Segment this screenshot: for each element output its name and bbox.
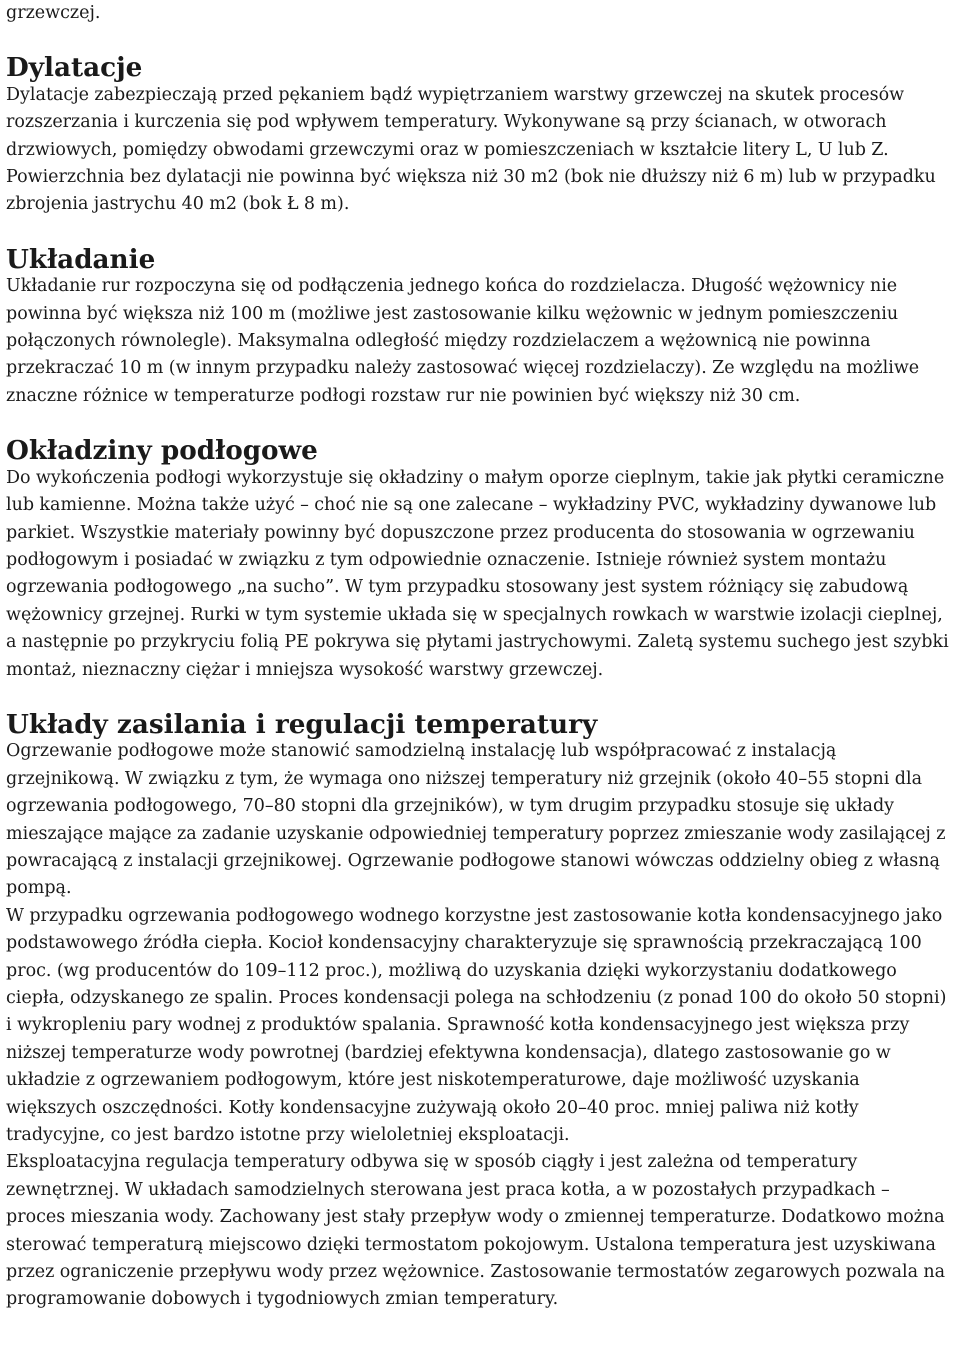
paragraph: Do wykończenia podłogi wykorzystuje się okładziny o małym oporze cieplnym, takie jak płytki ceramiczne lub kamienne. Można także użyć – choć nie są one zalecane – wykładziny PVC, wykładziny dywanowe lub parkiet. Wszystkie materiały powinny być dopuszczone przez producenta do stosowania w ogrzewaniu podłogowym i posiadać w związku z tym odpowiednie oznaczenie. Istnieje również system montażu ogrzewania podłogowego „na sucho”. W tym przypadku stosowany jest system różniący się zabudową wężownicy grzejnej. Rurki w tym systemie układa się w specjalnych rowkach w warstwie izolacji cieplnej, a następnie po przykryciu folią PE pokrywa się płytami jastrychowymi. Zaletą systemu suchego jest szybki montaż, nieznaczny ciężar i mniejsza wysokość warstwy grzewczej. [6, 467, 949, 680]
paragraph: Dylatacje zabezpieczają przed pękaniem bądź wypiętrzaniem warstwy grzewczej na skutek procesów rozszerzania i kurczenia się pod wpływem temperatury. Wykonywane są przy ścianach, w otworach drzwiowych, pomiędzy obwodami grzewczymi oraz w pomieszczeniach w kształcie litery L, U lub Z. Powierzchnia bez dylatacji nie powinna być większa niż 30 m2 (bok nie dłuższy niż 6 m) lub w przypadku zbrojenia jastrychu 40 m2 (bok Ł 8 m). [6, 84, 936, 215]
section-heading: Dylatacje [6, 52, 143, 84]
section-gap [6, 410, 954, 437]
section-heading: Układanie [6, 243, 156, 275]
paragraph: Układanie rur rozpoczyna się od podłączenia jednego końca do rozdzielacza. Długość wężownicy nie powinna być większa niż 100 m (możliwe jest zastosowanie kilku wężownic w jednym pomieszczeniu połączonych równolegle). Maksymalna odległość między rozdzielaczem a wężownicą nie powinna przekraczać 10 m (w innym przypadku należy zastosować więcej rozdzielaczy). Ze względu na możliwe znaczne różnice w temperaturze podłogi rozstaw rur nie powinien być większy niż 30 cm. [6, 276, 920, 406]
section-okladziny-podlogowe [6, 437, 954, 684]
section-ukladanie [6, 243, 954, 410]
section-uklady-zasilania [6, 708, 954, 1314]
paragraph: W przypadku ogrzewania podłogowego wodnego korzystne jest zastosowanie kotła kondensacyjnego jako podstawowego źródła ciepła. Kocioł kondensacyjny charakteryzuje się sprawnością przekraczającą 100 proc. (wg producentów do 109–112 proc.), możliwą do uzyskania dzięki wykorzystaniu dodatkowego ciepła, odzyskanego ze spalin. Proces kondensacji polega na schłodzeniu (z ponad 100 do około 50 stopni) i wykropleniu pary wodnej z produktów spalania. Sprawność kotła kondensacyjnego jest większa przy niższej temperaturze wody powrotnej (bardziej efektywna kondensacja), dlatego zastosowanie go w układzie z ogrzewaniem podłogowym, które jest niskotemperaturowe, daje możliwość uzyskania większych oszczędności. Kotły kondensacyjne zużywają około 20–40 proc. mniej paliwa niż kotły tradycyjne, co jest bardzo istotne przy wieloletniej eksploatacji. [6, 905, 947, 1146]
section-dylatacje [6, 54, 954, 218]
section-heading: Układy zasilania i regulacji temperatury [6, 708, 598, 740]
section-gap [6, 684, 954, 711]
section-gap [6, 27, 954, 54]
section-gap [6, 219, 954, 246]
intro-tail-text: grzewczej. [6, 3, 101, 23]
paragraph: Eksploatacyjna regulacja temperatury odbywa się w sposób ciągły i jest zależna od temperatury zewnętrznej. W układach samodzielnych sterowana jest praca kotła, a w pozostałych przypadkach – proces mieszania wody. Zachowany jest stały przepływ wody o zmiennej temperaturze. Dodatkowo można sterować temperaturą miejscowo dzięki termostatom pokojowym. Ustalona temperatura jest uzyskiwana przez ograniczenie przepływu wody przez wężownice. Zastosowanie termostatów zegarowych pozwala na programowanie dobowych i tygodniowych zmian temperatury. [6, 1152, 946, 1310]
section-heading: Okładziny podłogowe [6, 435, 318, 467]
paragraph: Ogrzewanie podłogowe może stanowić samodzielną instalację lub współpracować z instalacją grzejnikową. W związku z tym, że wymaga ono niższej temperatury niż grzejnik (około 40–55 stopni dla ogrzewania podłogowego, 70–80 stopni dla grzejników), w tym drugim przypadku stosuje się układy mieszające mające za zadanie uzyskanie odpowiedniej temperatury poprzez zmieszanie wody zasilającej z powracającą z instalacji grzejnikowej. Ogrzewanie podłogowe stanowi wówczas oddzielny obieg z własną pompą. [6, 741, 946, 899]
